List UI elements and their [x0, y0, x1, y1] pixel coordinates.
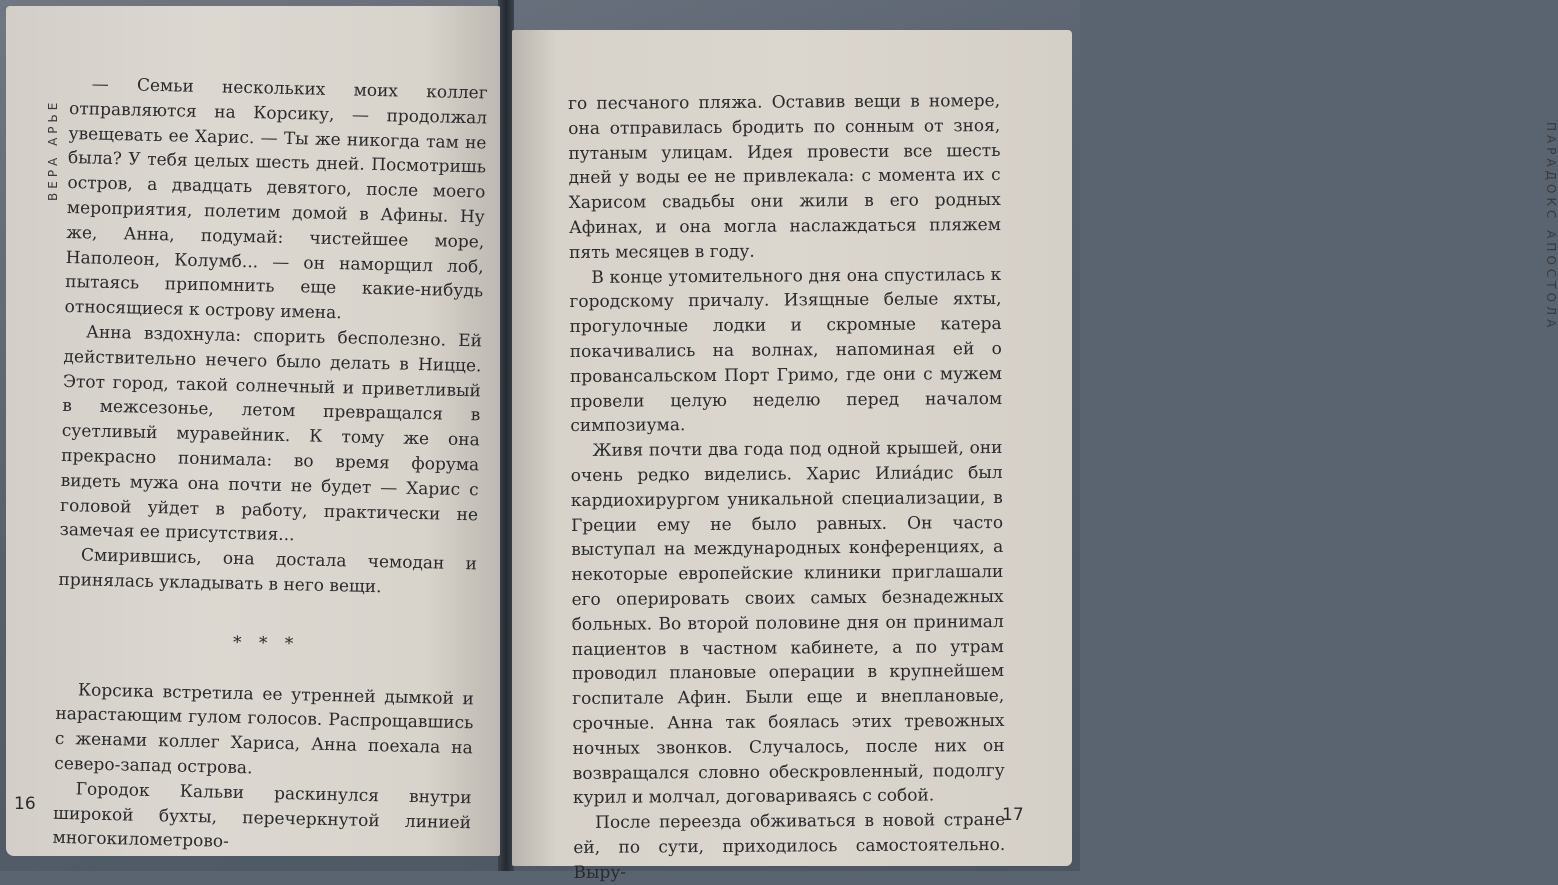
running-head-title: ПАРАДОКС АПОСТОЛА [1544, 122, 1558, 332]
paragraph: Смирившись, она достала чемодан и принялась укладывать в него вещи. [58, 545, 478, 598]
right-page-text [568, 89, 1006, 885]
right-page [512, 30, 1558, 883]
paragraph: Анна вздохнула: спорить бесполезно. Ей действительно нечего было делать в Ницце. Этот город, такой солнечный и приветливый в межсезонье, летом превращался в суетливый муравейник. К тому же она прекрасно понимала: во время форума видеть мужа она почти не будет — Харис с головой уйдет в работу, практически не замечая ее присутствия... [59, 322, 483, 546]
paragraph: — Семьи нескольких моих коллег отправляются на Корсику, — продолжал увещевать ее Харис. — Ты же никогда там не была? У тебя целых шесть дней. Посмотришь остров, а двадцать девятого, после моего мероприятия, полетим домой в Афины. Ну же, Анна, подумай: чистейшее море, Наполеон, Колумб... — он наморщил лоб, пытаясь припомнить еще какие-нибудь относящиеся к острову имена. [64, 74, 488, 324]
paragraph: Живя почти два года под одной крышей, они очень редко виделись. Харис Илиа́дис был кардиохирургом уникальной специализации, в Греции ему не было равных. Он часто выступал на международных конференциях, а некоторые европейские клиники приглашали его оперировать своих самых безнадежных больных. Во второй половине дня он принимал пациентов в частном кабинете, а по утрам проводил плановые операции в крупнейшем госпитале Афин. Были еще и внеплановые, срочные. Анна так боялась этих тревожных ночных звонков. Случалось, после них он возвращался словно обескровленный, подолгу курил и молчал, договариваясь с собой. [570, 438, 1005, 809]
left-page [6, 6, 500, 856]
paragraph-continuation: го песчаного пляжа. Оставив вещи в номере, она отправилась бродить по сонным от зноя, путаным улицам. Идея провести все шесть дней у воды ее не привлекала: с момента их с Харисом свадьбы они жили в его родных Афинах, и она могла наслаждаться пляжем пять месяцев в году. [568, 90, 1002, 263]
paragraph: В конце утомительного дня она спустилась к городскому причалу. Изящные белые яхты, прогулочные лодки и скромные катера покачивались на волнах, напоминая ей о провансальском Порт Гримо, где они с мужем провели целую неделю перед началом симпозиума. [569, 264, 1003, 437]
section-separator: * * * [232, 632, 300, 655]
page-number: 17 [1002, 805, 1024, 825]
paragraph: После переезда обживаться в новой стране ей, по сути, приходилось самостоятельно. Выру- [573, 810, 1006, 883]
page-number: 16 [14, 794, 36, 814]
paragraph: Корсика встретила ее утренней дымкой и нарастающим гулом голосов. Распрощавшись с женами коллег Хариса, Анна поехала на северо-запад острова. [54, 679, 475, 779]
paragraph: Городок Кальви раскинулся внутри широкой бухты, перечеркнутой линией многокилометрово- [52, 779, 472, 853]
running-head-author: ВЕРА АРЬЕ [46, 98, 60, 201]
left-page-text [52, 72, 488, 860]
